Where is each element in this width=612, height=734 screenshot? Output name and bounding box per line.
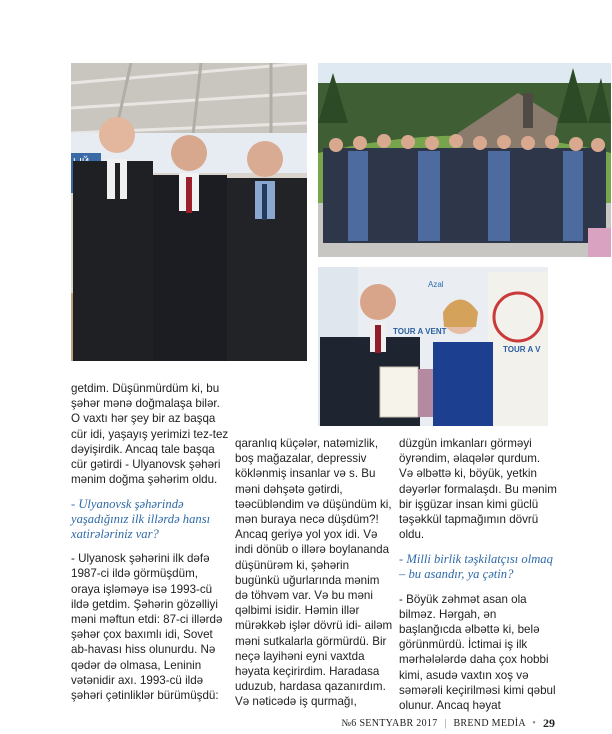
footer-bullet: • <box>532 718 536 729</box>
page-number: 29 <box>543 716 555 730</box>
magazine-name: BREND MEDİA <box>453 718 526 729</box>
footer-separator: | <box>444 718 447 729</box>
text-column-1 <box>71 381 229 703</box>
paragraph: düzgün imkanları görməyi öyrəndim, əlaqələr qurdum. Və əlbəttə ki, böyük, yetkin dəyərlər formalaşdı. Bu mənim bir işgüzar insan kimi güclü təşəkkül tapmağımın dövrü oldu. <box>399 437 557 542</box>
interview-question: - Ulyanovsk şəhərində yaşadığınız ilk illərdə hansı xatirələriniz var? <box>71 497 211 541</box>
page-footer <box>0 716 612 734</box>
issue-month: SENTYABR 2017 <box>359 718 438 729</box>
photo-three-men <box>71 63 307 361</box>
interview-question: - Milli birlik təşkilatçısı olmaq – bu asandır, ya çətin? <box>399 552 553 582</box>
paragraph: getdim. Düşünmürdüm ki, bu şəhər mənə doğmalaşa bilər. O vaxtı hər şey bir az başqa cür idi, yaşayış yerimizi tez-tez dəyişirdik. Ancaq tale başqa cür gətirdi - Ulyanovsk şəhəri mənim doğma şəhərim oldu. <box>71 382 229 487</box>
text-column-2 <box>235 436 393 710</box>
booth-logo: Azal <box>428 280 444 289</box>
paragraph: - Böyük zəhmət asan ola bilməz. Hərgah, ən başlanğıcda əlbəttə ki, belə görünmürdü. İctimai iş ilk mərhələlərdə daha çox hobbi kimi, asudə vaxtın xoş və səmərəli keçirilməsi kimi qəbul olunur. Ancaq həyat <box>399 592 556 713</box>
issue-number: №6 <box>341 718 357 729</box>
paragraph: qaranlıq küçələr, natəmizlik, boş mağazalar, depressiv köklənmiş insanlar və s. Bu məni dəhşətə gətirdi, təəcübləndim və düşündüm ki, mən buraya necə düşdüm?! Ancaq geriyə yol yox idi. Və indi dönüb o illərə boylananda düşünürəm ki, şəhərin bugünkü uğurlarında mənim də töhvəm var. Və bu məni qəlbimi isidir. Həmin illər mürəkkəb işlər dövrü idi- ailəm məni sutkalarla görmürdü. Bir neçə layihəni eyni vaxtda həyata keçirirdim. Haradasa uduzub, hardasa qazanırdım. Və nəticədə iş qurmağı, <box>235 437 393 709</box>
booth-sign-2: TOUR A V <box>503 345 541 354</box>
text-column-3 <box>399 436 557 713</box>
booth-sign-1: TOUR A VENT <box>393 327 447 336</box>
photo-group-monument <box>318 63 611 257</box>
paragraph: - Ulyanosk şəhərini ilk dəfə 1987-ci ildə görmüşdüm, oraya işləməyə isə 1993-cü ildə getdim. Şəhərin gözəlliyi məni məftun etdi: 87-ci illərdə şəhər çox baxımlı idi, Sovet ab-havası hiss olunurdu. Nə qədər də olmasa, Leninin vətənidir axı. 1993-cü ildə şəhəri çətinliklər bürümüşdü: <box>71 552 223 703</box>
footer-info <box>341 718 540 729</box>
photo-expo-booth <box>318 267 548 426</box>
